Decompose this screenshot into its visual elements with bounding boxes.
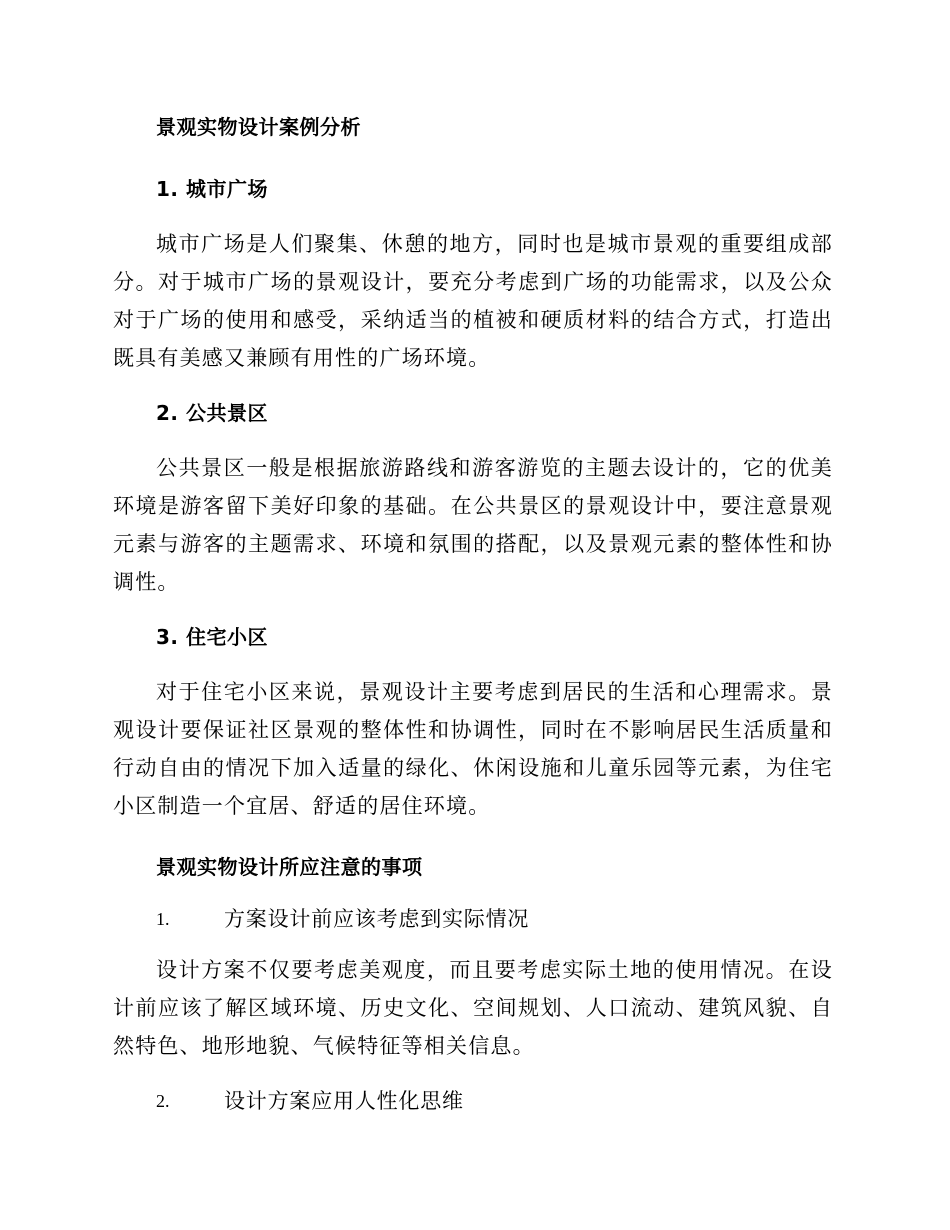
case-heading-residential-community: 3. 住宅小区: [156, 625, 268, 649]
notes-list-item-1: [113, 899, 833, 939]
section-heading-design-notes: 景观实物设计所应注意的事项: [156, 855, 423, 879]
list-item-text: 设计方案应用人性化思维: [224, 1089, 464, 1113]
case-body-residential-community: 对于住宅小区来说，景观设计主要考虑到居民的生活和心理需求。景观设计要保证社区景观的整体性和协调性，同时在不影响居民生活质量和行动自由的情况下加入适量的绿化、休闲设施和儿童乐园等元素，为住宅小区制造一个宜居、舒适的居住环境。: [113, 680, 833, 818]
case-body-public-scenic-area: 公共景区一般是根据旅游路线和游客游览的主题去设计的，它的优美环境是游客留下美好印象的基础。在公共景区的景观设计中，要注意景观元素与游客的主题需求、环境和氛围的搭配，以及景观元素的整体性和协调性。: [113, 456, 833, 594]
document-content: [113, 107, 833, 1121]
case-body-city-square: 城市广场是人们聚集、休憩的地方，同时也是城市景观的重要组成部分。对于城市广场的景观设计，要充分考虑到广场的功能需求，以及公众对于广场的使用和感受，采纳适当的植被和硬质材料的结合方式，打造出既具有美感又兼顾有用性的广场环境。: [113, 232, 833, 370]
section-heading-case-analysis: 景观实物设计案例分析: [156, 115, 361, 139]
list-number: 1.: [156, 909, 170, 929]
list-number: 2.: [156, 1091, 170, 1111]
list-item-text: 方案设计前应该考虑到实际情况: [224, 907, 530, 931]
case-heading-public-scenic-area: 2. 公共景区: [156, 401, 268, 425]
notes-body-item-1: 设计方案不仅要考虑美观度，而且要考虑实际土地的使用情况。在设计前应该了解区域环境、历史文化、空间规划、人口流动、建筑风貌、自然特色、地形地貌、气候特征等相关信息。: [113, 958, 833, 1058]
case-heading-city-square: 1. 城市广场: [156, 177, 268, 201]
notes-list-item-2: [113, 1081, 833, 1121]
